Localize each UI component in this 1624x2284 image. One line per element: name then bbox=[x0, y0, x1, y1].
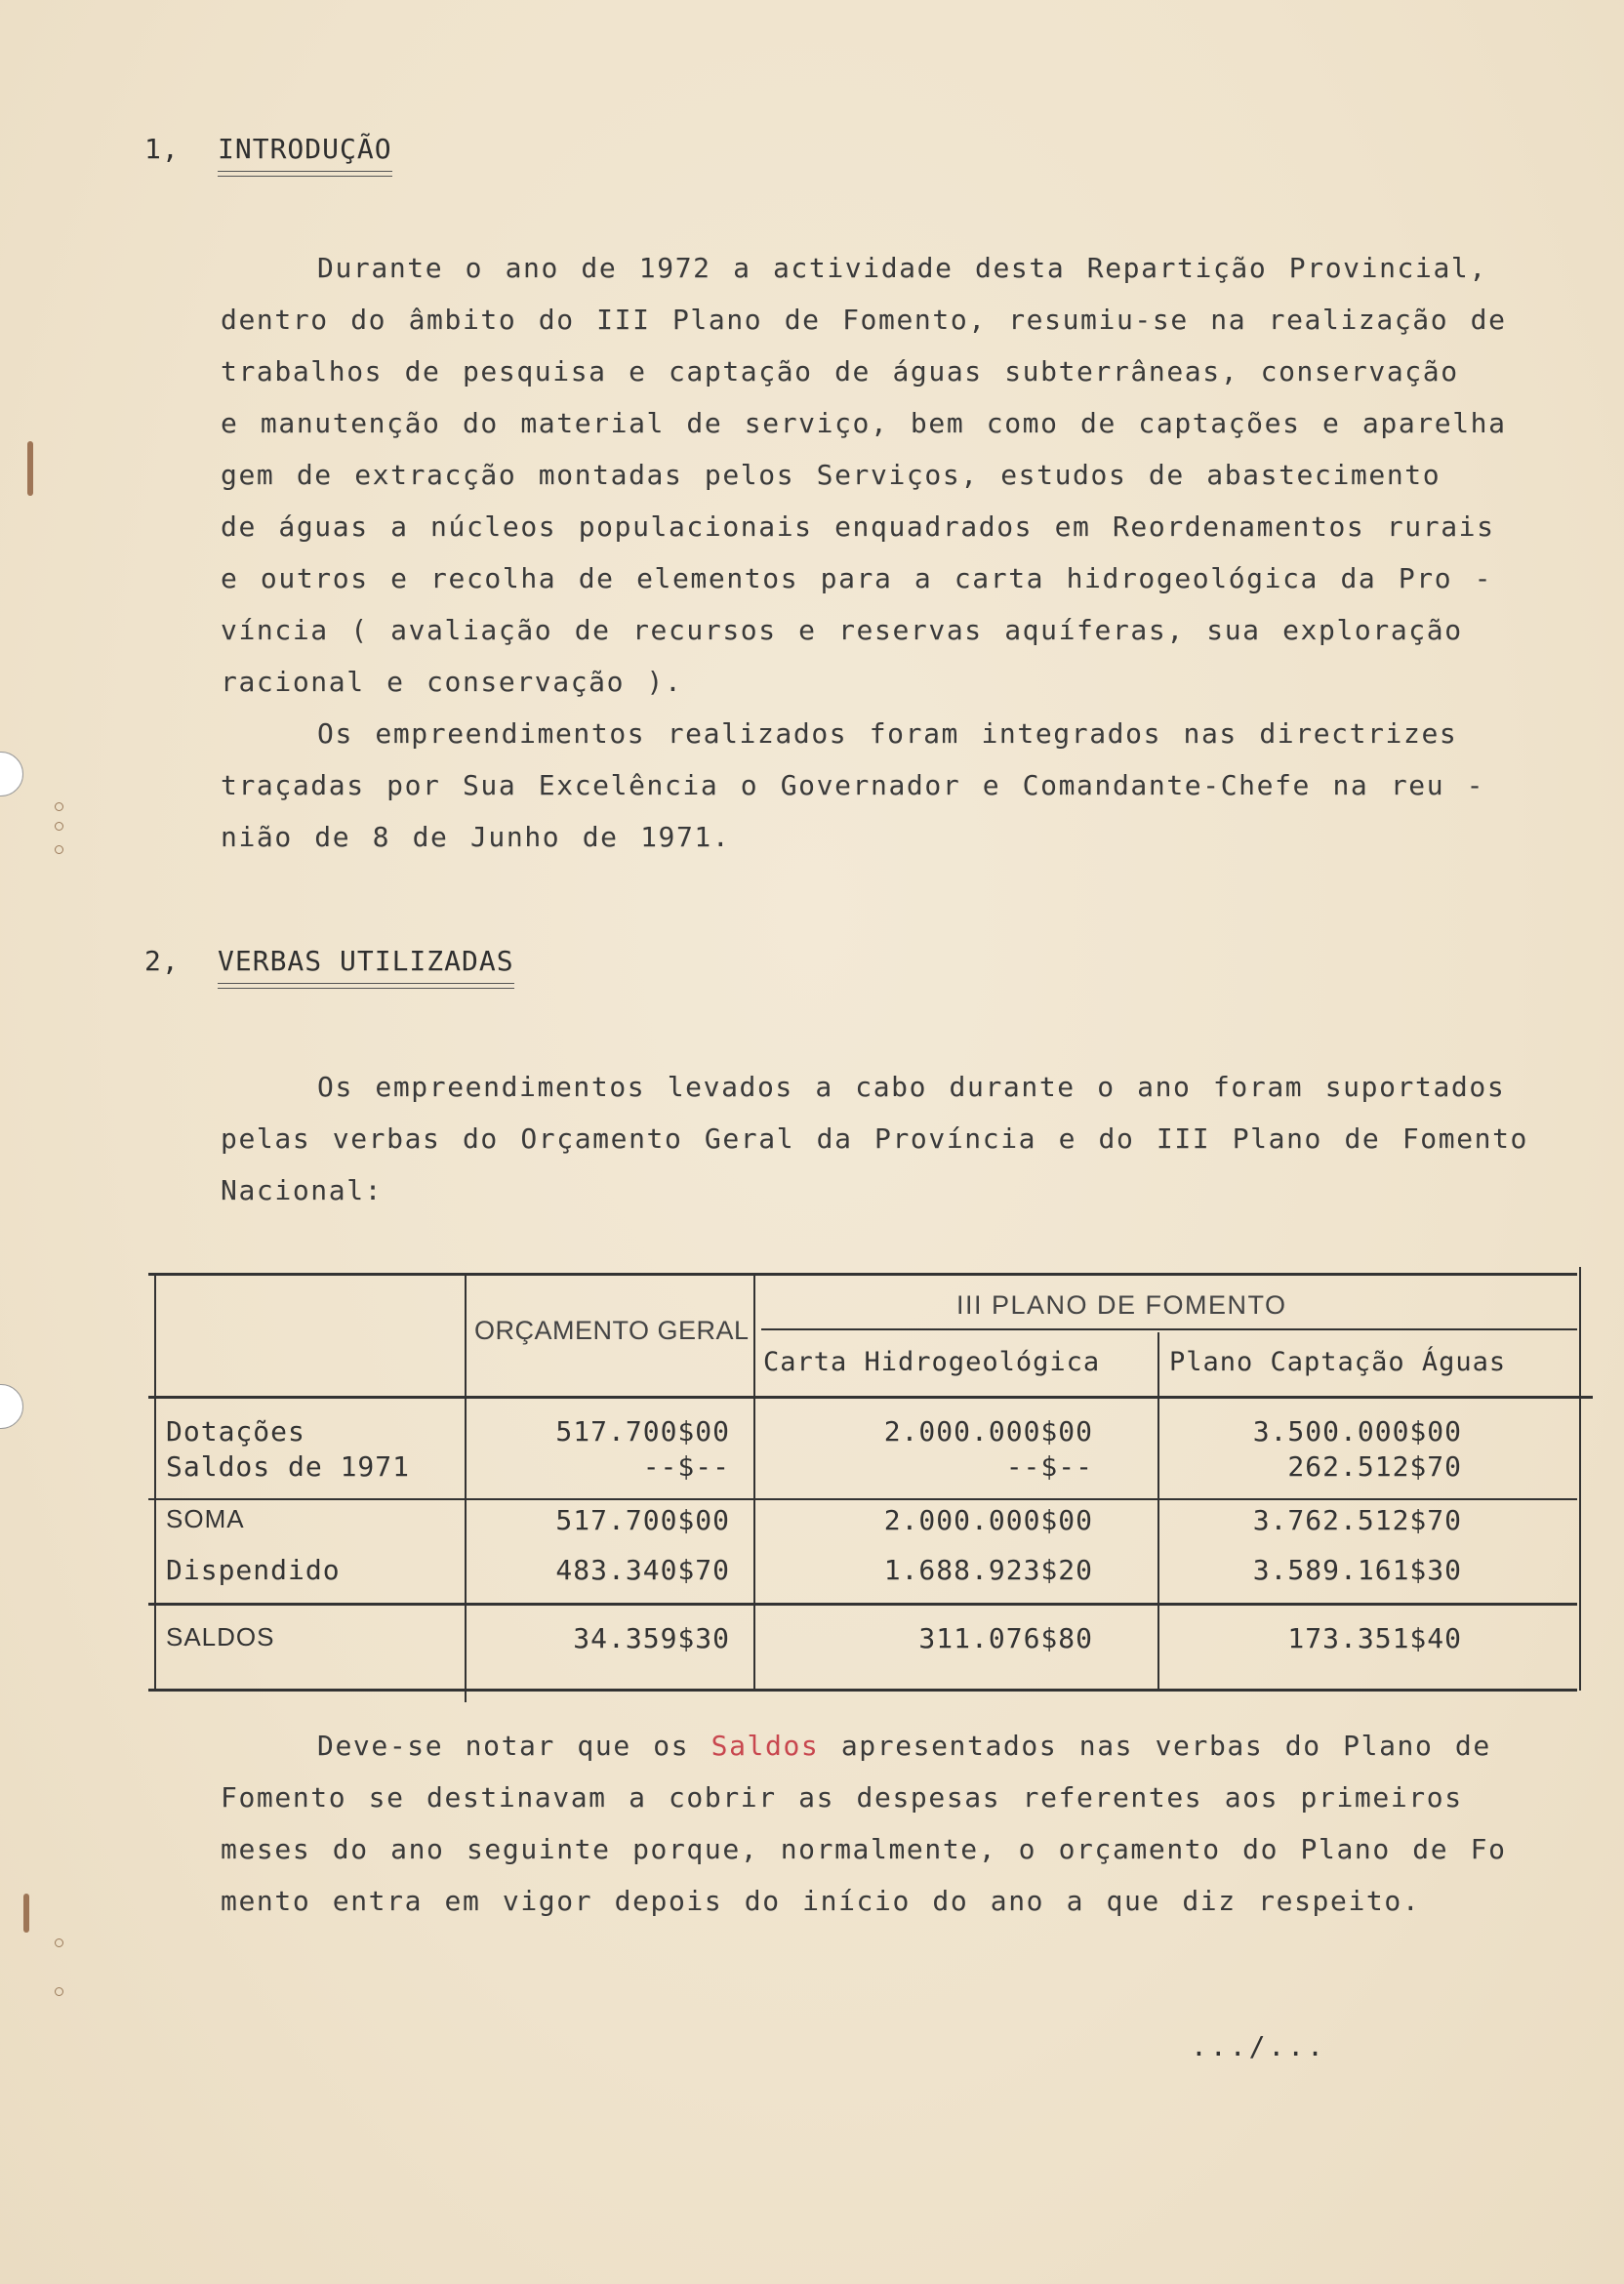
section-number: 1, bbox=[144, 133, 180, 165]
table-cell: 3.762.512$70 bbox=[1252, 1504, 1462, 1536]
table-cell: 311.076$80 bbox=[918, 1622, 1093, 1654]
table-cell: --$-- bbox=[642, 1450, 730, 1483]
section-title: INTRODUÇÃO bbox=[218, 133, 392, 165]
row-label: SOMA bbox=[166, 1504, 245, 1533]
table-cell: 1.688.923$20 bbox=[883, 1554, 1093, 1586]
table-cell: 173.351$40 bbox=[1287, 1622, 1462, 1654]
table-rule bbox=[465, 1273, 467, 1702]
text-fragment: apresentados nas verbas do Plano de bbox=[819, 1730, 1491, 1762]
table-cell: 517.700$00 bbox=[555, 1415, 730, 1448]
text-line: mento entra em vigor depois do início do ano a que diz respeito. bbox=[221, 1885, 1421, 1917]
table-cell: --$-- bbox=[1005, 1450, 1093, 1483]
rust-mark bbox=[27, 441, 33, 496]
punch-hole-bottom bbox=[0, 1384, 23, 1429]
text-line: e outros e recolha de elementos para a carta hidrogeológica da Pro - bbox=[221, 562, 1493, 594]
table-cell: 483.340$70 bbox=[555, 1554, 730, 1586]
column-header-captacao: Plano Captação Águas bbox=[1169, 1347, 1507, 1377]
stain-dot bbox=[55, 845, 63, 854]
highlighted-word: Saldos bbox=[710, 1730, 820, 1762]
table-rule bbox=[148, 1273, 1577, 1276]
table-rule bbox=[1579, 1267, 1581, 1691]
table-cell: 34.359$30 bbox=[573, 1622, 730, 1654]
text-line: Os empreendimentos levados a cabo durante o ano foram suportados bbox=[317, 1071, 1506, 1103]
section-title: VERBAS UTILIZADAS bbox=[218, 945, 514, 977]
table-rule bbox=[154, 1273, 156, 1691]
stain-dot bbox=[55, 802, 63, 811]
table-rule bbox=[148, 1498, 1577, 1500]
table-cell: 2.000.000$00 bbox=[883, 1415, 1093, 1448]
text-line: racional e conservação ). bbox=[221, 666, 683, 698]
table-cell: 2.000.000$00 bbox=[883, 1504, 1093, 1536]
row-label: Dotações bbox=[166, 1415, 305, 1448]
stain-dot bbox=[55, 1938, 63, 1947]
text-line: Os empreendimentos realizados foram integrados nas directrizes bbox=[317, 717, 1458, 750]
stain-dot bbox=[55, 1987, 63, 1996]
table-rule bbox=[148, 1689, 1577, 1692]
stain-dot bbox=[55, 822, 63, 831]
table-cell: 3.589.161$30 bbox=[1252, 1554, 1462, 1586]
text-line: pelas verbas do Orçamento Geral da Província e do III Plano de Fomento bbox=[221, 1122, 1529, 1155]
table-rule bbox=[753, 1273, 755, 1691]
text-line: gem de extracção montadas pelos Serviços, estudos de abastecimento bbox=[221, 459, 1441, 491]
text-line: nião de 8 de Junho de 1971. bbox=[221, 821, 731, 853]
table-rule bbox=[148, 1603, 1577, 1606]
text-line: Nacional: bbox=[221, 1174, 384, 1206]
section-heading-1 bbox=[144, 133, 392, 165]
table-cell: 517.700$00 bbox=[555, 1504, 730, 1536]
table-cell: 262.512$70 bbox=[1287, 1450, 1462, 1483]
text-line: Fomento se destinavam a cobrir as despesas referentes aos primeiros bbox=[221, 1781, 1463, 1814]
row-label: Dispendido bbox=[166, 1554, 341, 1586]
section-heading-2 bbox=[144, 945, 514, 977]
table-rule bbox=[761, 1328, 1577, 1330]
column-group-header-plano: III PLANO DE FOMENTO bbox=[956, 1290, 1287, 1320]
table-rule bbox=[1157, 1332, 1159, 1691]
text-line: e manutenção do material de serviço, bem como de captações e aparelha bbox=[221, 407, 1507, 439]
row-label: SALDOS bbox=[166, 1622, 275, 1652]
text-line: traçadas por Sua Excelência o Governador e Comandante-Chefe na reu - bbox=[221, 769, 1485, 801]
text-line: dentro do âmbito do III Plano de Fomento, resumiu-se na realização de bbox=[221, 304, 1507, 336]
column-header-carta: Carta Hidrogeológica bbox=[763, 1347, 1101, 1377]
text-fragment: Deve-se notar que os bbox=[317, 1730, 711, 1762]
rust-mark bbox=[23, 1894, 29, 1933]
continuation-marker: .../... bbox=[1191, 2030, 1327, 2062]
text-line: Durante o ano de 1972 a actividade desta Repartição Provincial, bbox=[317, 252, 1487, 284]
text-line: trabalhos de pesquisa e captação de águas subterrâneas, conservação bbox=[221, 355, 1459, 387]
column-header-orcamento: ORÇAMENTO GERAL bbox=[474, 1316, 750, 1345]
table-rule bbox=[148, 1396, 1593, 1399]
text-line: meses do ano seguinte porque, normalmente, o orçamento do Plano de Fo bbox=[221, 1833, 1507, 1865]
text-line: víncia ( avaliação de recursos e reservas aquíferas, sua exploração bbox=[221, 614, 1463, 646]
text-line bbox=[317, 1730, 1491, 1762]
punch-hole-top bbox=[0, 752, 23, 796]
text-line: de águas a núcleos populacionais enquadrados em Reordenamentos rurais bbox=[221, 510, 1495, 543]
row-label: Saldos de 1971 bbox=[166, 1450, 411, 1483]
table-cell: 3.500.000$00 bbox=[1252, 1415, 1462, 1448]
section-number: 2, bbox=[144, 945, 180, 977]
